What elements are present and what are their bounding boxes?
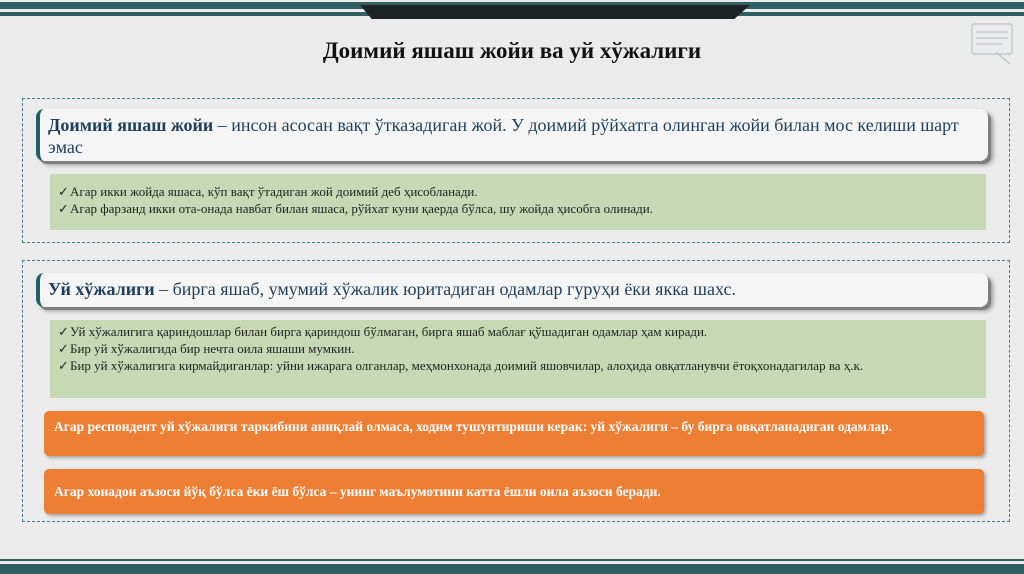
residence-definition-box — [36, 109, 988, 161]
checkmark-icon: ✓ — [58, 324, 69, 339]
household-rules-box — [50, 320, 986, 398]
checkmark-icon: ✓ — [58, 184, 69, 199]
list-item: ✓Бир уй хўжалигида бир нечта оила яшаши мумкин. — [58, 341, 355, 356]
bottom-decoration-bar — [0, 564, 1024, 574]
page-title: Доимий яшаш жойи ва уй хўжалиги — [322, 38, 702, 63]
checkmark-icon: ✓ — [58, 341, 69, 356]
household-note-box-2: Агар хонадон аъзоси йўқ бўлса ёки ёш бўлса – унинг маълумотини катта ёшли оила аъзоси беради. — [44, 469, 984, 514]
list-item: ✓Агар фарзанд икки ота-онада навбат билан яшаса, рўйхат куни қаерда бўлса, шу жойда ҳисобга олинади. — [58, 201, 654, 216]
list-item: ✓Агар икки жойда яшаса, кўп вақт ўтадиган жой доимий деб ҳисобланади. — [58, 184, 478, 199]
household-definition: – бирга яшаб, умумий хўжалик юритадиган одамлар гуруҳи ёки якка шахс. — [154, 279, 736, 299]
checkmark-icon: ✓ — [58, 201, 69, 216]
household-definition-box — [36, 273, 988, 307]
household-note-box-1: Агар респондент уй хўжалиги таркибини аниқлай олмаса, ходим тушунтириши керак: уй хўжалиги – бу бирга овқатланадиган одамлар. — [44, 411, 984, 456]
top-decoration-bar — [0, 0, 1024, 22]
household-term: Уй хўжалиги — [48, 279, 155, 299]
checkmark-icon: ✓ — [58, 358, 69, 373]
residence-definition: – инсон асосан вақт ўтказадиган жой. У доимий рўйхатга олинган жойи билан мос келиши шарт эмас — [48, 115, 959, 157]
residence-term: Доимий яшаш жойи — [48, 115, 214, 135]
list-item: ✓ Бир уй хўжалигига кирмайдиганлар: уйни ижарага олганлар, меҳмонхонада доимий яшовчилар, алоҳида овқатланувчи ётоқхонадагилар ва ҳ.к. — [58, 358, 864, 373]
list-item: ✓Уй хўжалигига қариндошлар билан бирга қариндош бўлмаган, бирга яшаб маблағ қўшадиган одамлар ҳам киради. — [58, 324, 708, 339]
residence-rules-box — [50, 174, 986, 230]
